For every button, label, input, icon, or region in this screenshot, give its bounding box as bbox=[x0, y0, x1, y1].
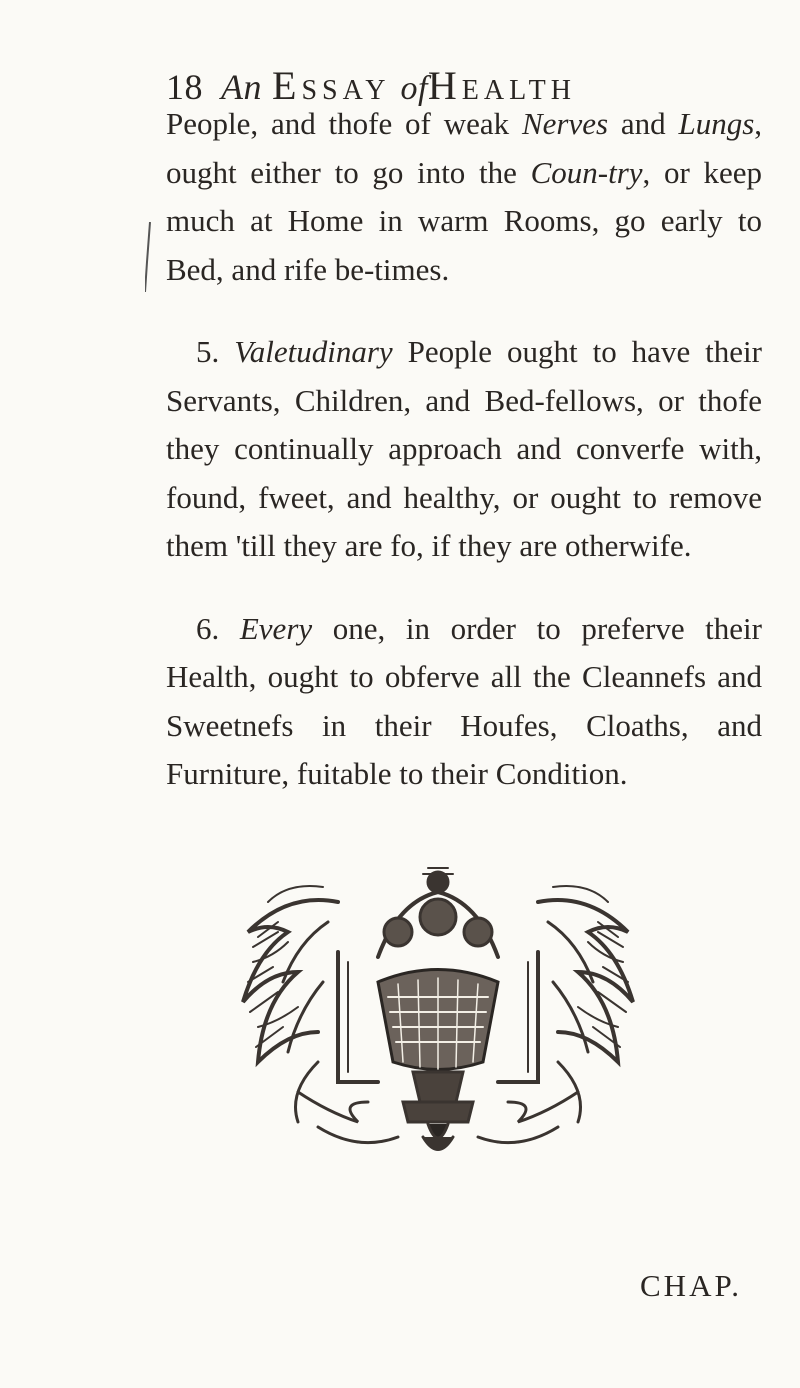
italic-lungs: Lungs bbox=[678, 106, 755, 141]
title-health: HEALTH bbox=[427, 63, 576, 108]
floral-basket-ornament-icon bbox=[228, 862, 648, 1162]
para-number-5: 5. bbox=[196, 334, 235, 369]
paragraph-6: 6. Every one, in order to preferve their Health, ought to obferve all the Cleannefs and Sweetnefs in their Houfes, Cloaths, and Furniture, fuitable to their Condition. bbox=[166, 610, 762, 791]
title-an: An bbox=[221, 67, 262, 107]
paragraph-continued: People, and thofe of weak Nerves and Lungs, ought either to go into the Coun-try, or keep much at Home in warm Rooms, go early to Bed, and rife be-times. bbox=[166, 106, 763, 287]
para-number-6: 6. bbox=[196, 610, 240, 646]
page-number: 18 bbox=[166, 67, 203, 107]
italic-valetudinary: Valetudinary bbox=[234, 334, 393, 369]
italic-every: Every bbox=[239, 610, 313, 646]
catchword: CHAP. bbox=[640, 1268, 743, 1303]
paragraph-5: 5. Valetudinary People ought to have their Servants, Children, and Bed-fellows, or thofe they continually approach and converfe with, found, fweet, and healthy, or ought to remove them 'till they are fo, if they are otherwife. bbox=[166, 334, 762, 563]
margin-mark bbox=[145, 222, 151, 292]
body-text bbox=[166, 100, 762, 799]
title-essay: ESSAY bbox=[272, 63, 391, 108]
italic-nerves: Nerves bbox=[521, 106, 609, 141]
italic-country: Coun-try bbox=[530, 154, 643, 190]
title-of: of bbox=[400, 70, 428, 107]
